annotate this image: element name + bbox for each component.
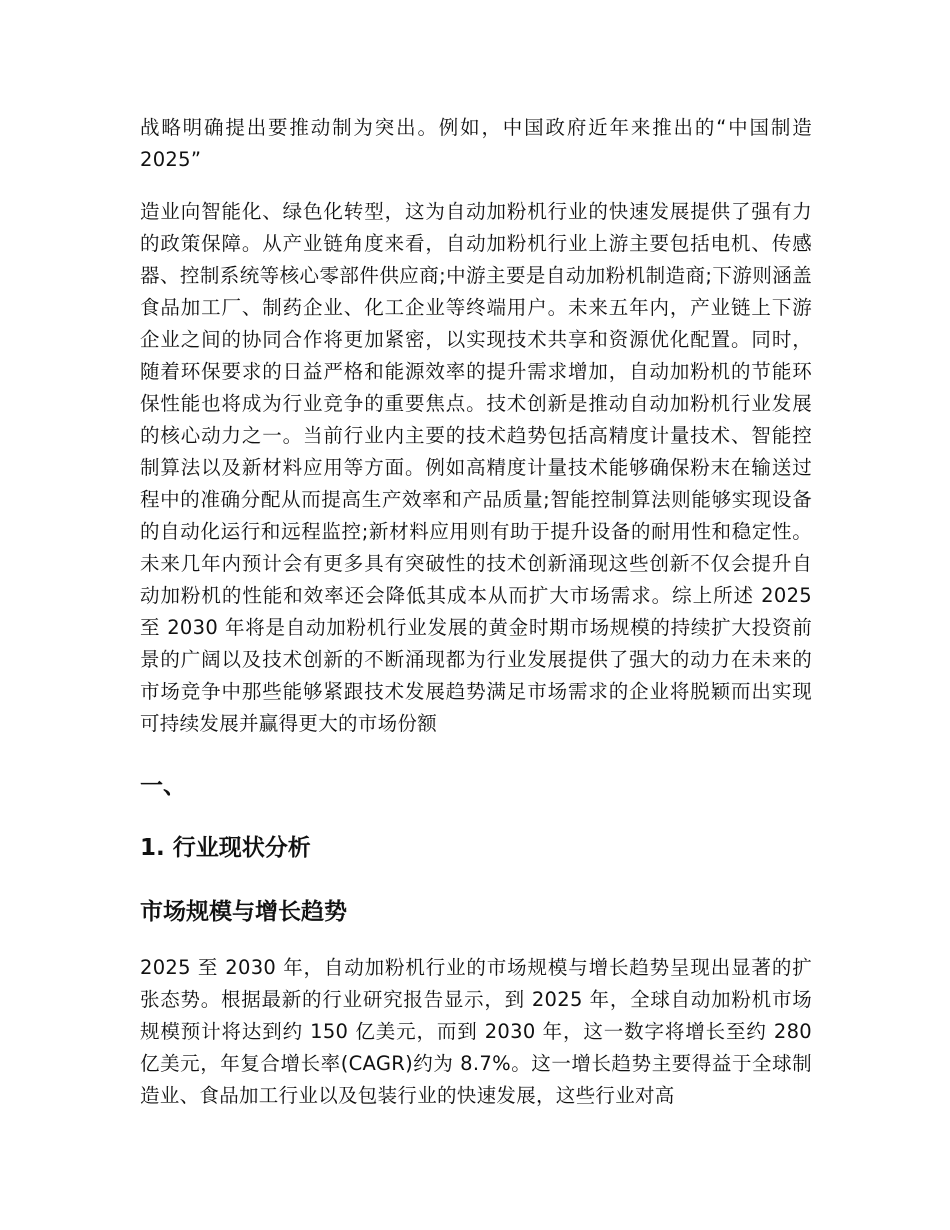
chapter-heading: 一、 xyxy=(140,773,186,799)
body-paragraph: 造业向智能化、绿色化转型，这为自动加粉机行业的快速发展提供了强有力的政策保障。从产业链角度来看，自动加粉机行业上游主要包括电机、传感器、控制系统等核心零部件供应商;中游主要是自动加粉机制造商;下游则涵盖食品加工厂、制药企业、化工企业等终端用户。未来五年内，产业链上下游企业之间的协同合作将更加紧密，以实现技术共享和资源优化配置。同时，随着环保要求的日益严格和能源效率的提升需求增加，自动加粉机的节能环保性能也将成为行业竞争的重要焦点。技术创新是推动自动加粉机行业发展的核心动力之一。当前行业内主要的技术趋势包括高精度计量技术、智能控制算法以及新材料应用等方面。例如高精度计量技术能够确保粉末在输送过程中的准确分配从而提高生产效率和产品质量;智能控制算法则能够实现设备的自动化运行和远程监控;新材料应用则有助于提升设备的耐用性和稳定性。未来几年内预计会有更多具有突破性的技术创新涌现这些创新不仅会提升自动加粉机的性能和效率还会降低其成本从而扩大市场需求。综上所述 2025 至 2030 年将是自动加粉机行业发展的黄金时期市场规模的持续扩大投资前景的广阔以及技术创新的不断涌现都为行业发展提供了强大的动力在未来的市场竞争中那些能够紧跟技术发展趋势满足市场需求的企业将脱颖而出实现可持续发展并赢得更大的市场份额 xyxy=(140,200,812,735)
subsection-heading: 市场规模与增长趋势 xyxy=(140,899,347,925)
document-page xyxy=(140,112,812,1112)
body-paragraph: 2025 至 2030 年，自动加粉机行业的市场规模与增长趋势呈现出显著的扩张态势。根据最新的行业研究报告显示，到 2025 年，全球自动加粉机市场规模预计将达到约 150 亿美元，而到 2030 年，这一数字将增长至约 280 亿美元，年复合增长率(CAGR)约为 8.7%。这一增长趋势主要得益于全球制造业、食品加工行业以及包装行业的快速发展，这些行业对高 xyxy=(140,956,812,1107)
body-paragraph: 战略明确提出要推动制为突出。例如，中国政府近年来推出的“中国制造2025” xyxy=(140,116,812,171)
section-heading: 1. 行业现状分析 xyxy=(140,835,311,861)
